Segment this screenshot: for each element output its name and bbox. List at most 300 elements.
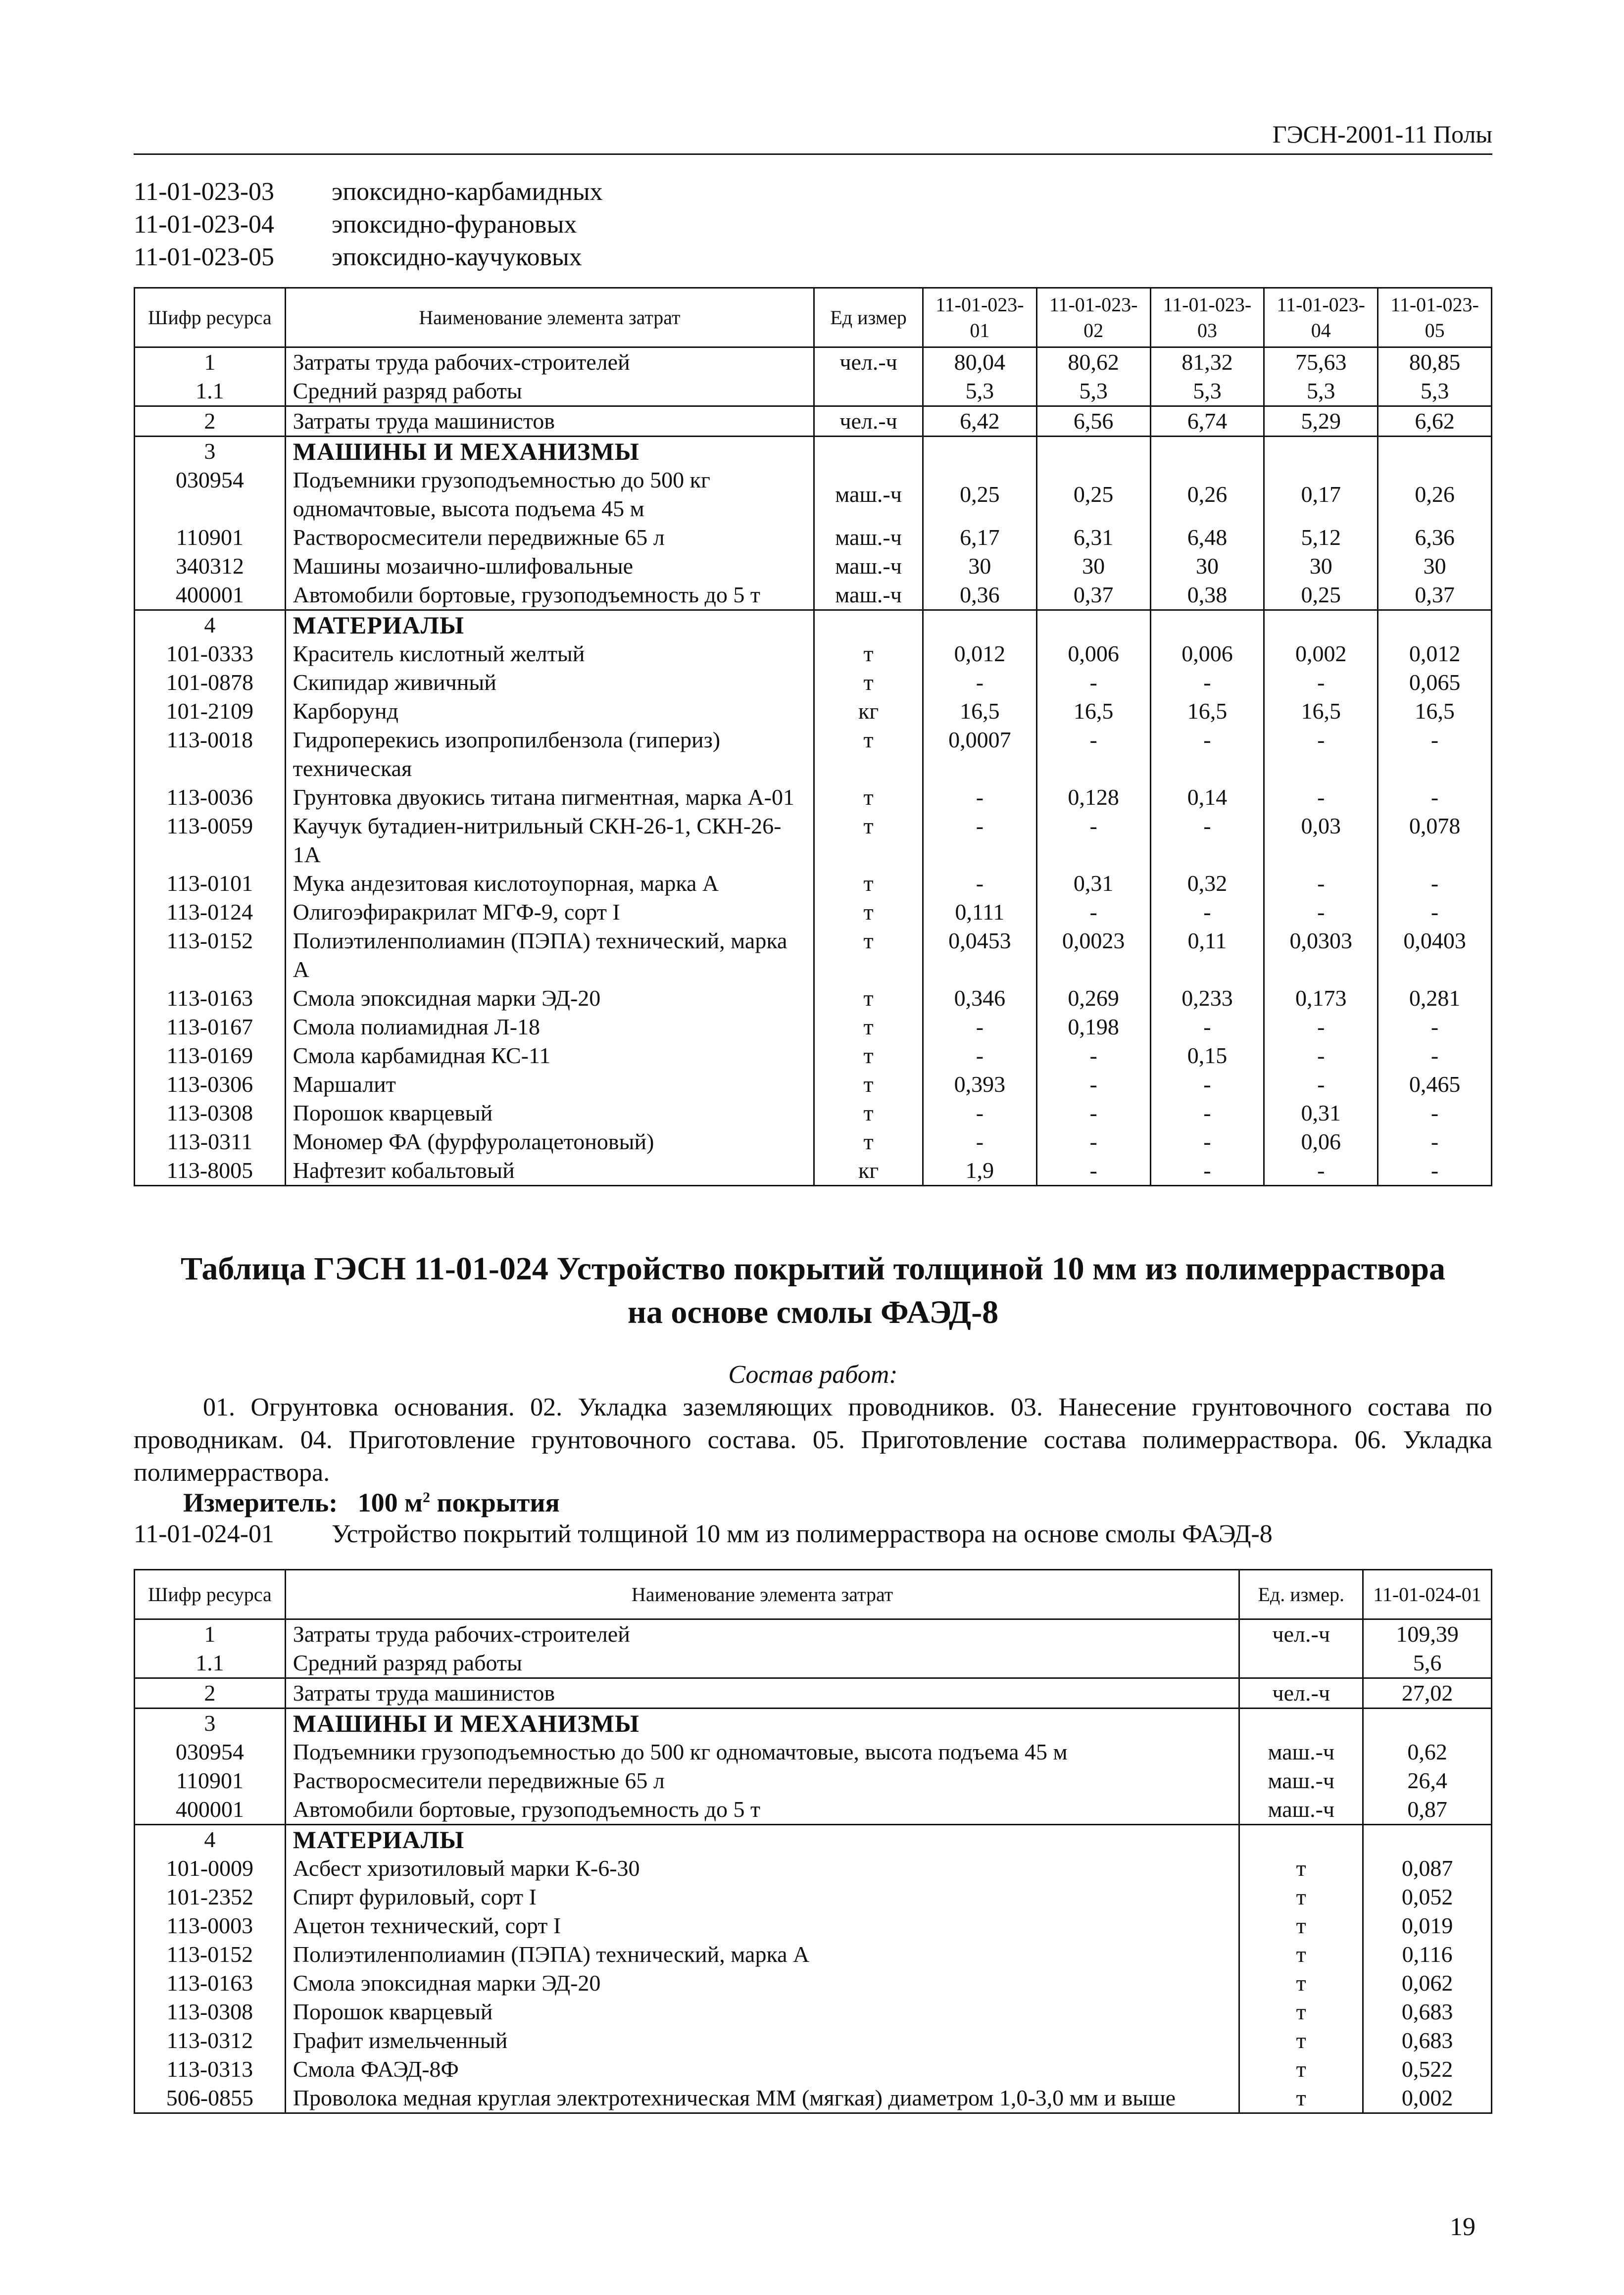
table-row bbox=[135, 1883, 1492, 1911]
cell-name: Порошок кварцевый bbox=[285, 1099, 814, 1127]
header-name: Наименование элемента затрат bbox=[285, 288, 814, 347]
cell-unit: т bbox=[814, 1127, 923, 1156]
cell-code: 110901 bbox=[135, 1766, 286, 1795]
cell-name: Мука андезитовая кислотоупорная, марка А bbox=[285, 869, 814, 898]
cell-value: - bbox=[1378, 1041, 1492, 1070]
cell-unit: чел.-ч bbox=[1239, 1678, 1363, 1709]
cell-unit: т bbox=[814, 1099, 923, 1127]
cell-code: 113-0163 bbox=[135, 1969, 286, 1998]
table-title bbox=[134, 1247, 1492, 1334]
cell-name: Растворосмесители передвижные 65 л bbox=[285, 523, 814, 552]
cell-name: Полиэтиленполиамин (ПЭПА) технический, марка А bbox=[285, 1940, 1239, 1969]
cell-code: 113-0152 bbox=[135, 1940, 286, 1969]
cell-unit: т bbox=[1239, 2026, 1363, 2055]
cell-value: 0,006 bbox=[1036, 639, 1150, 668]
cell-unit bbox=[1239, 1649, 1363, 1678]
table-row bbox=[135, 812, 1492, 869]
composition-title: Состав работ: bbox=[728, 1361, 898, 1389]
cell-value: - bbox=[1264, 726, 1378, 783]
cell-value: 26,4 bbox=[1363, 1766, 1492, 1795]
cell-value: - bbox=[1264, 1156, 1378, 1186]
cell-code: 113-8005 bbox=[135, 1156, 286, 1186]
cell-value: - bbox=[923, 1013, 1036, 1041]
cell-value: 0,25 bbox=[1264, 581, 1378, 610]
cell-code: 113-0018 bbox=[135, 726, 286, 783]
cell-name: Подъемники грузоподъемностью до 500 кг одномачтовые, высота подъема 45 м bbox=[285, 466, 814, 523]
cell-value: 16,5 bbox=[1150, 697, 1264, 726]
cell-unit: кг bbox=[814, 1156, 923, 1186]
measure-unit bbox=[183, 1487, 560, 1518]
table-row bbox=[135, 726, 1492, 783]
cell-name: Графит измельченный bbox=[285, 2026, 1239, 2055]
table-row bbox=[135, 984, 1492, 1013]
cell-code: 113-0311 bbox=[135, 1127, 286, 1156]
cell-value: 0,31 bbox=[1036, 869, 1150, 898]
cell-value: 0,62 bbox=[1363, 1738, 1492, 1766]
header-col-1: 11-01-024-01 bbox=[1363, 1570, 1492, 1619]
table-row bbox=[135, 466, 1492, 523]
cell-value: 6,31 bbox=[1036, 523, 1150, 552]
cell-code: 101-0333 bbox=[135, 639, 286, 668]
cell-unit bbox=[814, 377, 923, 406]
header-col-4: 11-01-023-04 bbox=[1264, 288, 1378, 347]
cell-value: - bbox=[1036, 1127, 1150, 1156]
cell-code: 1 bbox=[135, 347, 286, 377]
table-row bbox=[135, 523, 1492, 552]
cell-name: Смола полиамидная Л-18 bbox=[285, 1013, 814, 1041]
cell-code: 101-0878 bbox=[135, 668, 286, 697]
cell-value: 0,012 bbox=[1378, 639, 1492, 668]
cell-unit: чел.-ч bbox=[1239, 1619, 1363, 1649]
cell-value: 0,173 bbox=[1264, 984, 1378, 1013]
cell-value: 0,052 bbox=[1363, 1883, 1492, 1911]
table-row bbox=[135, 1854, 1492, 1883]
cell-unit: т bbox=[814, 898, 923, 927]
norm-code-name: эпоксидно-фурановых bbox=[332, 210, 577, 239]
cell-value: 0,683 bbox=[1363, 1998, 1492, 2026]
cell-value: 0,06 bbox=[1264, 1127, 1378, 1156]
cell-value: - bbox=[1150, 1013, 1264, 1041]
section-row bbox=[135, 437, 1492, 466]
cell-code: 3 bbox=[135, 437, 286, 466]
cell-name: Каучук бутадиен-нитрильный СКН-26-1, СКН-26-1А bbox=[285, 812, 814, 869]
cell-value: - bbox=[1150, 668, 1264, 697]
cell-value: 0,11 bbox=[1150, 927, 1264, 984]
cell-value: - bbox=[1150, 726, 1264, 783]
cell-unit: т bbox=[814, 869, 923, 898]
cell-unit: т bbox=[814, 812, 923, 869]
cell-code: 113-0308 bbox=[135, 1099, 286, 1127]
table-row bbox=[135, 2055, 1492, 2084]
cell-value: - bbox=[1036, 812, 1150, 869]
cell-value: 0,17 bbox=[1264, 466, 1378, 523]
table-row bbox=[135, 1795, 1492, 1825]
table-row bbox=[135, 1649, 1492, 1678]
norm-line bbox=[134, 1519, 1273, 1549]
norm-code: 11-01-023-04 bbox=[134, 210, 275, 239]
table-row bbox=[135, 377, 1492, 406]
cell-value: 0,25 bbox=[1036, 466, 1150, 523]
cell-unit: маш.-ч bbox=[814, 552, 923, 581]
cell-unit: т bbox=[814, 1070, 923, 1099]
cell-value: - bbox=[1036, 1156, 1150, 1186]
cell-name: Смола эпоксидная марки ЭД-20 bbox=[285, 1969, 1239, 1998]
work-composition bbox=[134, 1359, 1492, 1489]
cell-value: - bbox=[1264, 1013, 1378, 1041]
cell-name: Растворосмесители передвижные 65 л bbox=[285, 1766, 1239, 1795]
cell-value: 5,3 bbox=[1264, 377, 1378, 406]
table-title-line-2: на основе смолы ФАЭД-8 bbox=[627, 1294, 999, 1330]
measure-superscript: 2 bbox=[422, 1489, 430, 1506]
table-row bbox=[135, 2084, 1492, 2113]
cell-value: 0,012 bbox=[923, 639, 1036, 668]
cell-unit: т bbox=[814, 783, 923, 812]
cell-value: 5,3 bbox=[923, 377, 1036, 406]
cell-value: 0,36 bbox=[923, 581, 1036, 610]
cell-value: 109,39 bbox=[1363, 1619, 1492, 1649]
cell-unit: маш.-ч bbox=[1239, 1766, 1363, 1795]
table-row bbox=[135, 783, 1492, 812]
cell-code: 2 bbox=[135, 406, 286, 437]
table-row bbox=[135, 1678, 1492, 1709]
cell-name: Затраты труда рабочих-строителей bbox=[285, 347, 814, 377]
cell-name: Автомобили бортовые, грузоподъемность до 5 т bbox=[285, 581, 814, 610]
measure-value: 100 м bbox=[357, 1488, 423, 1517]
cell-value: - bbox=[923, 1099, 1036, 1127]
header-code: Шифр ресурса bbox=[135, 1570, 286, 1619]
cell-value: - bbox=[1150, 812, 1264, 869]
cell-value: 16,5 bbox=[1036, 697, 1150, 726]
cell-value: 0,0453 bbox=[923, 927, 1036, 984]
cell-value: 6,42 bbox=[923, 406, 1036, 437]
cell-code: 113-0124 bbox=[135, 898, 286, 927]
cell-unit: т bbox=[1239, 1883, 1363, 1911]
cell-value: 0,32 bbox=[1150, 869, 1264, 898]
cell-code: 400001 bbox=[135, 1795, 286, 1825]
cell-code: 101-2109 bbox=[135, 697, 286, 726]
section-row bbox=[135, 610, 1492, 640]
cell-name: Смола ФАЭД-8Ф bbox=[285, 2055, 1239, 2084]
section-row bbox=[135, 1709, 1492, 1738]
cell-value: - bbox=[1036, 1041, 1150, 1070]
cell-value: - bbox=[923, 869, 1036, 898]
cell-value: - bbox=[1036, 726, 1150, 783]
cell-value: - bbox=[1378, 1156, 1492, 1186]
table-row bbox=[135, 552, 1492, 581]
cell-name: Машины мозаично-шлифовальные bbox=[285, 552, 814, 581]
table-row bbox=[135, 581, 1492, 610]
table-row bbox=[135, 869, 1492, 898]
cell-value: 16,5 bbox=[1378, 697, 1492, 726]
cell-code: 1.1 bbox=[135, 1649, 286, 1678]
cell-value: 0,465 bbox=[1378, 1070, 1492, 1099]
table-row bbox=[135, 347, 1492, 377]
cell-value: - bbox=[1036, 898, 1150, 927]
header-col-3: 11-01-023-03 bbox=[1150, 288, 1264, 347]
cell-value: 6,36 bbox=[1378, 523, 1492, 552]
cell-name: Средний разряд работы bbox=[285, 377, 814, 406]
cell-unit: т bbox=[1239, 1998, 1363, 2026]
table-row bbox=[135, 668, 1492, 697]
cell-value: 6,17 bbox=[923, 523, 1036, 552]
cell-code: 113-0306 bbox=[135, 1070, 286, 1099]
cell-value: 5,6 bbox=[1363, 1649, 1492, 1678]
page-header bbox=[134, 119, 1492, 155]
cell-name: Подъемники грузоподъемностью до 500 кг одномачтовые, высота подъема 45 м bbox=[285, 1738, 1239, 1766]
cell-value: 0,26 bbox=[1150, 466, 1264, 523]
cell-value: - bbox=[1264, 1070, 1378, 1099]
cell-unit: т bbox=[1239, 2055, 1363, 2084]
cell-value: 0,87 bbox=[1363, 1795, 1492, 1825]
cell-name: Проволока медная круглая электротехническая ММ (мягкая) диаметром 1,0-3,0 мм и выше bbox=[285, 2084, 1239, 2113]
measure-label: Измеритель: bbox=[183, 1488, 338, 1517]
header-col-5: 11-01-023-05 bbox=[1378, 288, 1492, 347]
header-title: ГЭСН-2001-11 Полы bbox=[1272, 120, 1492, 148]
cell-value: 6,48 bbox=[1150, 523, 1264, 552]
cell-unit: т bbox=[1239, 1854, 1363, 1883]
cell-name: Затраты труда рабочих-строителей bbox=[285, 1619, 1239, 1649]
table-row bbox=[135, 1619, 1492, 1649]
table-header-row bbox=[135, 1570, 1492, 1619]
cell-value: 30 bbox=[1150, 552, 1264, 581]
cell-name: Маршалит bbox=[285, 1070, 814, 1099]
cell-value: 0,0303 bbox=[1264, 927, 1378, 984]
resource-table-024 bbox=[134, 1569, 1492, 2114]
norm-code-name: эпоксидно-каучуковых bbox=[332, 243, 582, 271]
table-row bbox=[135, 1911, 1492, 1940]
cell-code: 113-0059 bbox=[135, 812, 286, 869]
table-header-row bbox=[135, 288, 1492, 347]
cell-value: 0,019 bbox=[1363, 1911, 1492, 1940]
cell-value: 0,14 bbox=[1150, 783, 1264, 812]
cell-unit: маш.-ч bbox=[814, 581, 923, 610]
cell-value: 80,85 bbox=[1378, 347, 1492, 377]
table-row bbox=[135, 406, 1492, 437]
section-heading: МАШИНЫ И МЕХАНИЗМЫ bbox=[285, 437, 814, 466]
cell-value: 0,0403 bbox=[1378, 927, 1492, 984]
cell-code: 113-0036 bbox=[135, 783, 286, 812]
cell-value: 16,5 bbox=[1264, 697, 1378, 726]
table-row bbox=[135, 1766, 1492, 1795]
cell-name: Скипидар живичный bbox=[285, 668, 814, 697]
cell-value: 6,62 bbox=[1378, 406, 1492, 437]
cell-name: Затраты труда машинистов bbox=[285, 406, 814, 437]
cell-unit: т bbox=[814, 726, 923, 783]
cell-name: Автомобили бортовые, грузоподъемность до 5 т bbox=[285, 1795, 1239, 1825]
cell-unit: маш.-ч bbox=[1239, 1738, 1363, 1766]
cell-value: - bbox=[1150, 1070, 1264, 1099]
norm-code-name: эпоксидно-карбамидных bbox=[332, 178, 603, 206]
cell-value: 30 bbox=[1378, 552, 1492, 581]
table-row bbox=[135, 898, 1492, 927]
cell-unit: т bbox=[814, 1013, 923, 1041]
table-title-line-1: Таблица ГЭСН 11-01-024 Устройство покрытий толщиной 10 мм из полимерраствора bbox=[180, 1251, 1446, 1287]
norm-code: 11-01-024-01 bbox=[134, 1520, 275, 1548]
cell-value: 0,116 bbox=[1363, 1940, 1492, 1969]
cell-value: - bbox=[923, 1041, 1036, 1070]
cell-value: 81,32 bbox=[1150, 347, 1264, 377]
cell-name: Грунтовка двуокись титана пигментная, марка А-01 bbox=[285, 783, 814, 812]
header-name: Наименование элемента затрат bbox=[285, 1570, 1239, 1619]
cell-value: - bbox=[923, 1127, 1036, 1156]
cell-unit: т bbox=[814, 927, 923, 984]
cell-name: Смола карбамидная КС-11 bbox=[285, 1041, 814, 1070]
cell-value: - bbox=[1264, 668, 1378, 697]
cell-value: 0,15 bbox=[1150, 1041, 1264, 1070]
cell-value: 5,12 bbox=[1264, 523, 1378, 552]
section-heading: МАШИНЫ И МЕХАНИЗМЫ bbox=[285, 1709, 1239, 1738]
cell-unit: чел.-ч bbox=[814, 347, 923, 377]
composition-text: 01. Огрунтовка основания. 02. Укладка заземляющих проводников. 03. Нанесение грунтовочного состава по проводникам. 04. Приготовление грунтовочного состава. 05. Приготовление состава полимерраствора. 06. Укладка полимерраствора. bbox=[134, 1393, 1492, 1487]
cell-code: 113-0101 bbox=[135, 869, 286, 898]
cell-value: - bbox=[1036, 1070, 1150, 1099]
cell-code: 113-0152 bbox=[135, 927, 286, 984]
table-row bbox=[135, 639, 1492, 668]
cell-value: 30 bbox=[923, 552, 1036, 581]
cell-value: 0,38 bbox=[1150, 581, 1264, 610]
cell-code: 400001 bbox=[135, 581, 286, 610]
cell-value: 5,29 bbox=[1264, 406, 1378, 437]
cell-value: 27,02 bbox=[1363, 1678, 1492, 1709]
cell-name: Полиэтиленполиамин (ПЭПА) технический, марка А bbox=[285, 927, 814, 984]
cell-name: Асбест хризотиловый марки К-6-30 bbox=[285, 1854, 1239, 1883]
cell-value: 0,522 bbox=[1363, 2055, 1492, 2084]
norm-codes-list bbox=[134, 176, 603, 274]
cell-code: 113-0167 bbox=[135, 1013, 286, 1041]
cell-value: - bbox=[1150, 1099, 1264, 1127]
table-row bbox=[135, 697, 1492, 726]
cell-value: - bbox=[1150, 1156, 1264, 1186]
cell-value: - bbox=[1036, 668, 1150, 697]
norm-name: Устройство покрытий толщиной 10 мм из полимерраствора на основе смолы ФАЭД-8 bbox=[332, 1520, 1273, 1548]
norm-code: 11-01-023-05 bbox=[134, 243, 275, 271]
section-heading: МАТЕРИАЛЫ bbox=[285, 1825, 1239, 1855]
cell-unit: маш.-ч bbox=[814, 523, 923, 552]
table-row bbox=[135, 1940, 1492, 1969]
cell-value: - bbox=[1378, 1099, 1492, 1127]
norm-code-row bbox=[134, 176, 603, 208]
cell-unit: кг bbox=[814, 697, 923, 726]
header-unit: Ед. измер. bbox=[1239, 1570, 1363, 1619]
cell-value: 0,065 bbox=[1378, 668, 1492, 697]
cell-value: 0,393 bbox=[923, 1070, 1036, 1099]
cell-value: 0,37 bbox=[1036, 581, 1150, 610]
cell-unit: т bbox=[814, 984, 923, 1013]
cell-code: 4 bbox=[135, 1825, 286, 1855]
cell-value: 75,63 bbox=[1264, 347, 1378, 377]
cell-name: Нафтезит кобальтовый bbox=[285, 1156, 814, 1186]
cell-code: 2 bbox=[135, 1678, 286, 1709]
cell-value: 5,3 bbox=[1378, 377, 1492, 406]
table-row bbox=[135, 927, 1492, 984]
cell-value: - bbox=[923, 812, 1036, 869]
cell-name: Средний разряд работы bbox=[285, 1649, 1239, 1678]
header-col-2: 11-01-023-02 bbox=[1036, 288, 1150, 347]
cell-unit: т bbox=[1239, 1940, 1363, 1969]
cell-value: 0,26 bbox=[1378, 466, 1492, 523]
cell-value: 6,56 bbox=[1036, 406, 1150, 437]
cell-value: 0,37 bbox=[1378, 581, 1492, 610]
cell-name: Ацетон технический, сорт I bbox=[285, 1911, 1239, 1940]
cell-value: 0,111 bbox=[923, 898, 1036, 927]
cell-value: - bbox=[1150, 898, 1264, 927]
cell-value: 0,006 bbox=[1150, 639, 1264, 668]
table-row bbox=[135, 1998, 1492, 2026]
cell-name: Мономер ФА (фурфуролацетоновый) bbox=[285, 1127, 814, 1156]
table-row bbox=[135, 1013, 1492, 1041]
norm-code-row bbox=[134, 241, 603, 274]
cell-value: - bbox=[1378, 898, 1492, 927]
cell-value: 0,269 bbox=[1036, 984, 1150, 1013]
measure-rest: покрытия bbox=[430, 1488, 560, 1517]
cell-value: 0,002 bbox=[1264, 639, 1378, 668]
cell-unit: т bbox=[814, 668, 923, 697]
cell-value: - bbox=[1378, 869, 1492, 898]
section-heading: МАТЕРИАЛЫ bbox=[285, 610, 814, 640]
cell-code: 3 bbox=[135, 1709, 286, 1738]
cell-code: 113-0308 bbox=[135, 1998, 286, 2026]
cell-name: Порошок кварцевый bbox=[285, 1998, 1239, 2026]
cell-value: 0,002 bbox=[1363, 2084, 1492, 2113]
table-row bbox=[135, 2026, 1492, 2055]
table-row bbox=[135, 1969, 1492, 1998]
cell-value: - bbox=[1378, 1127, 1492, 1156]
header-code: Шифр ресурса bbox=[135, 288, 286, 347]
cell-value: 6,74 bbox=[1150, 406, 1264, 437]
table-row bbox=[135, 1738, 1492, 1766]
cell-value: 30 bbox=[1264, 552, 1378, 581]
cell-code: 113-0312 bbox=[135, 2026, 286, 2055]
cell-unit: т bbox=[814, 1041, 923, 1070]
cell-unit: чел.-ч bbox=[814, 406, 923, 437]
cell-code: 030954 bbox=[135, 466, 286, 523]
cell-value: 0,03 bbox=[1264, 812, 1378, 869]
resource-table-023 bbox=[134, 287, 1492, 1186]
cell-name: Спирт фуриловый, сорт I bbox=[285, 1883, 1239, 1911]
cell-value: - bbox=[1378, 726, 1492, 783]
cell-value: 0,0023 bbox=[1036, 927, 1150, 984]
cell-code: 113-0163 bbox=[135, 984, 286, 1013]
cell-code: 101-2352 bbox=[135, 1883, 286, 1911]
cell-value: 0,087 bbox=[1363, 1854, 1492, 1883]
cell-unit: т bbox=[1239, 2084, 1363, 2113]
cell-name: Краситель кислотный желтый bbox=[285, 639, 814, 668]
cell-code: 1.1 bbox=[135, 377, 286, 406]
cell-value: - bbox=[1378, 783, 1492, 812]
cell-value: 30 bbox=[1036, 552, 1150, 581]
cell-value: 0,31 bbox=[1264, 1099, 1378, 1127]
cell-unit: маш.-ч bbox=[814, 466, 923, 523]
cell-name: Олигоэфиракрилат МГФ-9, сорт I bbox=[285, 898, 814, 927]
cell-value: - bbox=[923, 668, 1036, 697]
cell-code: 101-0009 bbox=[135, 1854, 286, 1883]
cell-unit: т bbox=[814, 639, 923, 668]
cell-value: - bbox=[1150, 1127, 1264, 1156]
cell-unit: т bbox=[1239, 1969, 1363, 1998]
cell-value: 0,346 bbox=[923, 984, 1036, 1013]
cell-name: Смола эпоксидная марки ЭД-20 bbox=[285, 984, 814, 1013]
cell-code: 1 bbox=[135, 1619, 286, 1649]
cell-value: - bbox=[1036, 1099, 1150, 1127]
cell-value: 0,078 bbox=[1378, 812, 1492, 869]
cell-value: 1,9 bbox=[923, 1156, 1036, 1186]
table-row bbox=[135, 1127, 1492, 1156]
cell-code: 340312 bbox=[135, 552, 286, 581]
cell-value: - bbox=[923, 783, 1036, 812]
cell-value: 0,0007 bbox=[923, 726, 1036, 783]
cell-code: 4 bbox=[135, 610, 286, 640]
cell-code: 113-0169 bbox=[135, 1041, 286, 1070]
